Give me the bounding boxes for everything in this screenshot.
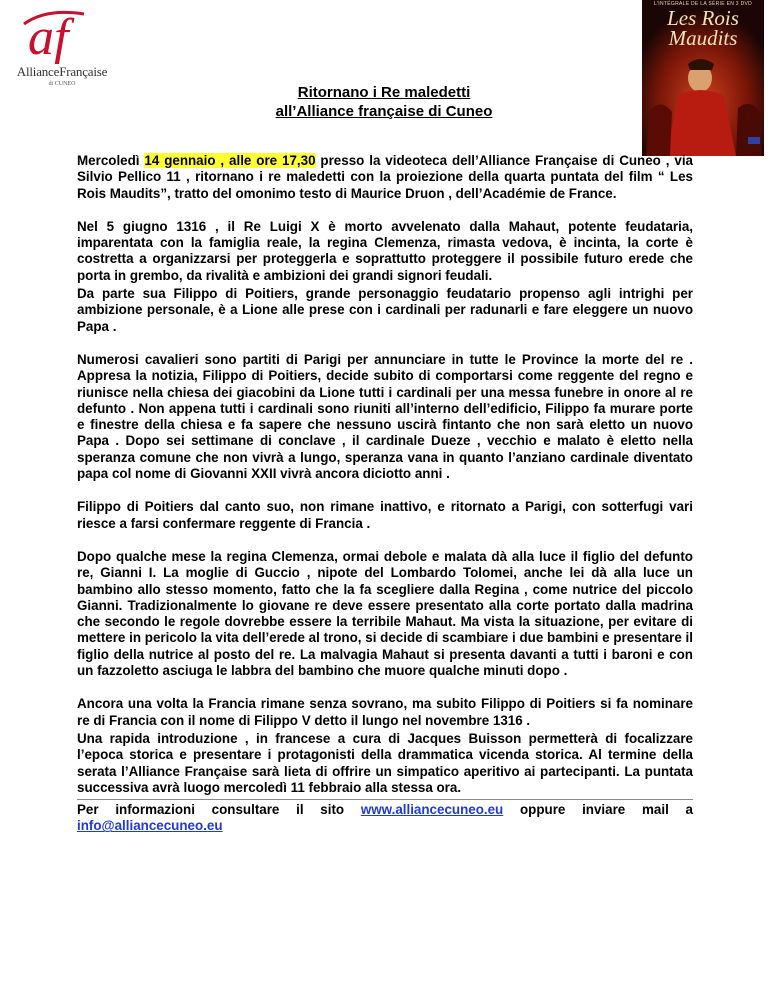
email-link[interactable]: info@alliancecuneo.eu xyxy=(77,818,223,834)
logo-name: AllianceFrançaise xyxy=(16,64,108,79)
paragraph-5: Dopo qualche mese la regina Clemenza, ormai debole e malata dà alla luce il figlio del defunto re, Gianni I. La moglie di Guccio , nipote del Lombardo Tolomei, anche lei dà alla luce un bambino allo stesso momento, fatto che la fa scegliere dalla Regina , come nutrice del piccolo Gianni. Tradizionalmente lo giovane re deve essere presentato alla corte portato dalla madrina che secondo le regole dovrebbe essere la terribile Mahaut. Ma vista la situazione, per evitare di mettere in pericolo la vita dell’erede al trono, si decide di scambiare i due bambini e presentare il figlio della nutrice al posto del re. La malvagia Mahaut si presenta davanti a tutti i baroni e con un fazzoletto asciuga le labbra del bambino che muore qualche minuti dopo . xyxy=(77,548,693,679)
footer-lead: Per informazioni consultare il sito xyxy=(77,802,361,818)
logo-city: di CUNEO xyxy=(48,81,76,87)
intro-rest: presso la videoteca dell’Alliance Française di Cuneo , via Silvio Pellico 11 , ritornano i re maledetti con la proiezione della quarta puntata del film “ Les Rois Maudits”, tratto del omonimo testo di Maurice Druon , dell’Académie de France. xyxy=(77,153,693,201)
dvd-cover-image xyxy=(642,0,764,156)
paragraph-7: Una rapida introduzione , in francese a cura di Jacques Buisson permetterà di focalizzare l’epoca storica e presentare i protagonisti della drammatica vicenda storica. Al termine della serata l’Alliance Française sarà lieta di offrire un simpatico aperitivo ai partecipanti. La puntata successiva avrà luogo mercoledì 11 febbraio alla stessa ora. xyxy=(77,730,693,795)
cover-title-line2: Maudits xyxy=(668,26,738,50)
paragraph-1: Nel 5 giugno 1316 , il Re Luigi X è morto avvelenato dalla Mahaut, potente feudataria, imparentata con la famiglia reale, la regina Clemenza, rimasta vedova, è incinta, la corte è costretta a organizzarsi per proteggerla e soprattutto proteggere il possibile futuro erede che porta in grembo, da rivalità e ambizioni dei grandi signori feudali. xyxy=(77,218,693,283)
document-body xyxy=(77,153,693,835)
cover-badge-icon xyxy=(748,137,760,144)
svg-text:af: af xyxy=(28,9,69,64)
cover-top-text: L'INTÉGRALE DE LA SÉRIE EN 3 DVD xyxy=(653,1,753,7)
footer-mid: oppure inviare mail a xyxy=(503,802,693,818)
cover-title xyxy=(646,8,760,48)
document-title-line1: Ritornano i Re maledetti xyxy=(297,84,471,101)
intro-lead: Mercoledì xyxy=(77,153,145,168)
date-highlight: 14 gennaio , alle ore 17,30 xyxy=(144,153,316,168)
paragraph-2: Da parte sua Filippo di Poitiers, grande personaggio feudatario propenso agli intrighi per ambizione personale, è a Lione alle prese con i cardinali per radunarli e fare eleggere un nuovo Papa . xyxy=(77,286,693,334)
website-link[interactable]: www.alliancecuneo.eu xyxy=(360,802,504,818)
paragraph-4: Filippo di Poitiers dal canto suo, non rimane inattivo, e ritornato a Parigi, con sotterfugi vari riesce a farsi confermare reggente di Francia . xyxy=(77,499,693,531)
contact-footer xyxy=(77,799,693,835)
intro-paragraph xyxy=(77,153,693,202)
document-title-line2: all’Alliance française di Cuneo xyxy=(275,103,493,120)
paragraph-3: Numerosi cavalieri sono partiti di Parigi per annunciare in tutte le Province la morte del re . Appresa la notizia, Filippo di Poitiers, decide subito di comportarsi come reggente del regno e riunisce nella chiesa dei giacobini da Lione tutti i cardinali per una messa funebre in onore al re defunto . Non appena tutti i cardinali sono riuniti all’interno dell’edificio, Filippo fa murare porte e finestre della chiesa e fa sapere che nessuno uscirà fintanto che non sarà eletto un nuovo Papa . Dopo sei settimane di conclave , il cardinale Dueze , vecchio e malato è eletto nella speranza comune che non vivrà a lungo, speranza vana in quanto l’anziano cardinale diventato papa col nome di Giovanni XXII vivrà ancora diciotto anni . xyxy=(77,351,693,482)
af-logo-icon xyxy=(6,8,114,64)
paragraph-6: Ancora una volta la Francia rimane senza sovrano, ma subito Filippo di Poitiers si fa nominare re di Francia con il nome di Filippo V detto il lungo nel novembre 1316 . xyxy=(77,696,693,728)
cover-title-line1: Les Rois xyxy=(667,6,739,30)
alliance-francaise-logo xyxy=(6,8,114,90)
